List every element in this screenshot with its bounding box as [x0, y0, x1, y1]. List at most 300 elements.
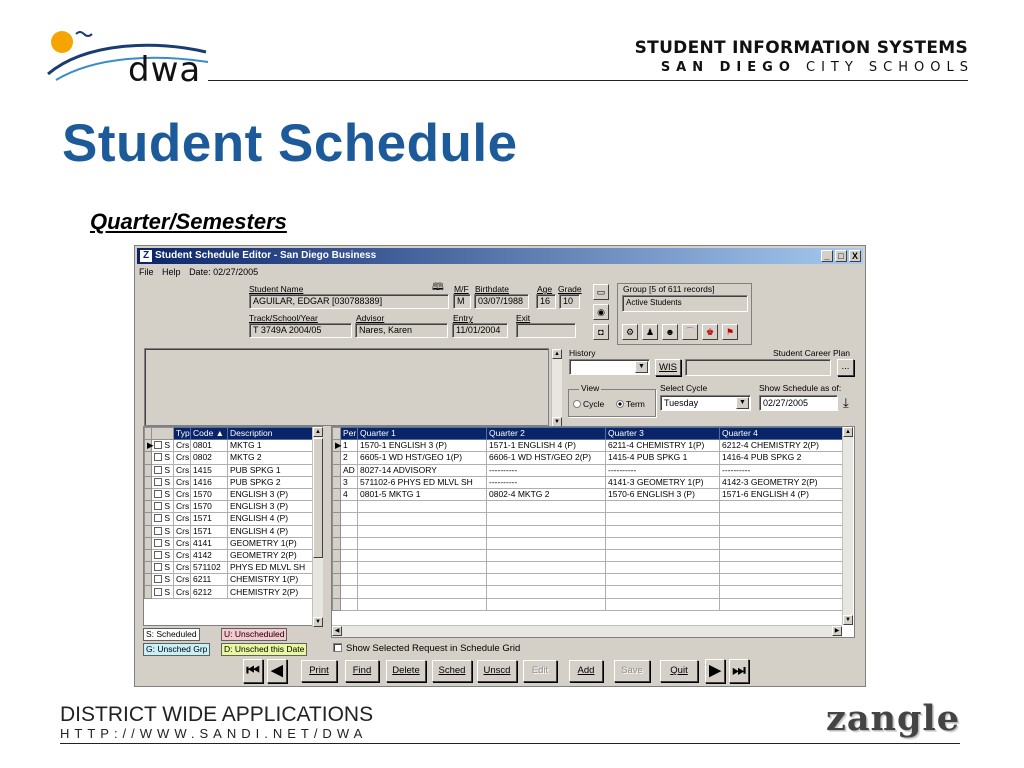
- schedule-row[interactable]: [333, 488, 843, 500]
- request-row[interactable]: [145, 574, 314, 586]
- schedule-cell[interactable]: [358, 586, 487, 598]
- schedule-cell[interactable]: [487, 501, 606, 513]
- schedule-header-row: [333, 428, 843, 440]
- request-desc: ENGLISH 3 (P): [228, 501, 314, 513]
- checkbox-icon[interactable]: [154, 502, 162, 510]
- history-label: History: [569, 348, 596, 358]
- row-marker: [145, 525, 152, 537]
- schedule-empty-row[interactable]: [333, 586, 843, 598]
- schedule-cell[interactable]: [606, 513, 720, 525]
- schedule-cell[interactable]: [606, 574, 720, 586]
- schedule-cell[interactable]: [487, 586, 606, 598]
- add-button[interactable]: [569, 660, 603, 682]
- request-code: 4142: [191, 549, 228, 561]
- group-label-text: Group: [623, 284, 647, 294]
- request-code: 1570: [191, 501, 228, 513]
- sched-button[interactable]: [432, 660, 472, 682]
- checkbox-icon[interactable]: [154, 551, 162, 559]
- delete-button[interactable]: [386, 660, 426, 682]
- track-field: T 3749A 2004/05: [249, 323, 352, 338]
- footer-dept: DISTRICT WIDE APPLICATIONS: [60, 703, 374, 726]
- request-status-cell[interactable]: [152, 501, 174, 513]
- request-desc: PUB SPKG 1: [228, 464, 314, 476]
- schedule-cell[interactable]: [720, 562, 843, 574]
- schedule-per: 3: [341, 476, 358, 488]
- view-term-label: Term: [626, 399, 645, 409]
- request-row[interactable]: [145, 452, 314, 464]
- schedule-empty-row[interactable]: [333, 562, 843, 574]
- request-typ: Crs: [174, 464, 191, 476]
- schedule-cell[interactable]: [606, 586, 720, 598]
- unscd-button[interactable]: [477, 660, 517, 682]
- app-icon: Z: [140, 250, 152, 262]
- schedule-q4[interactable]: 4142-3 GEOMETRY 2(P): [720, 476, 843, 488]
- schedule-empty-row[interactable]: [333, 549, 843, 561]
- legend-unsched-grp: G: Unsched Grp: [143, 643, 210, 656]
- grade-label: Grade: [558, 284, 582, 294]
- request-status: S: [164, 501, 171, 512]
- row-marker: [333, 562, 341, 574]
- schedule-cell[interactable]: [606, 549, 720, 561]
- select-cycle-value: Tuesday: [664, 398, 699, 408]
- prev-record-button[interactable]: ◀: [267, 659, 287, 683]
- next-record-button[interactable]: ▶: [705, 659, 725, 683]
- schedule-row[interactable]: [333, 476, 843, 488]
- schedule-cell[interactable]: [606, 537, 720, 549]
- schedule-q2[interactable]: ----------: [487, 464, 606, 476]
- footer-rule: [60, 743, 960, 744]
- request-typ: Crs: [174, 501, 191, 513]
- header-rule: [208, 80, 968, 81]
- scroll-right-icon[interactable]: ▶: [832, 626, 842, 636]
- find-label: Find: [352, 665, 372, 676]
- schedule-cell[interactable]: [358, 549, 487, 561]
- unscd-label: Unscd: [483, 665, 511, 676]
- request-desc: ENGLISH 3 (P): [228, 488, 314, 500]
- show-as-of-label: Show Schedule as of:: [759, 383, 842, 393]
- request-row[interactable]: [145, 562, 314, 574]
- requests-header-row: [145, 428, 314, 440]
- folder-icon[interactable]: ▭: [593, 284, 609, 300]
- request-status: S: [164, 574, 171, 585]
- show-as-of-field[interactable]: 02/27/2005: [759, 395, 838, 411]
- schedule-q3[interactable]: 6211-4 CHEMISTRY 1(P): [606, 440, 720, 452]
- request-status: S: [164, 452, 171, 463]
- view-term-radio[interactable]: [616, 399, 645, 409]
- schedule-q4[interactable]: 1416-4 PUB SPKG 2: [720, 452, 843, 464]
- schedule-header-q4[interactable]: Quarter 4: [720, 428, 843, 440]
- message-scrollbar[interactable]: [551, 349, 562, 427]
- schedule-q1[interactable]: 571102-6 PHYS ED MLVL SH: [358, 476, 487, 488]
- schedule-cell[interactable]: [358, 513, 487, 525]
- schedule-cell: [341, 525, 358, 537]
- exit-field: [516, 323, 576, 338]
- checkbox-icon[interactable]: [154, 575, 162, 583]
- request-status-cell[interactable]: [152, 525, 174, 537]
- schedule-per: 1: [341, 440, 358, 452]
- scroll-up-icon[interactable]: ▲: [552, 349, 562, 359]
- schedule-cell[interactable]: [606, 501, 720, 513]
- schedule-grid: [331, 426, 855, 638]
- schedule-q3[interactable]: 1570-6 ENGLISH 3 (P): [606, 488, 720, 500]
- schedule-header-q1[interactable]: Quarter 1: [358, 428, 487, 440]
- first-record-button[interactable]: ⏮: [243, 659, 263, 683]
- row-marker: [333, 452, 341, 464]
- print-label: Print: [309, 665, 329, 676]
- org-line2: [635, 60, 974, 75]
- chevron-down-icon[interactable]: ▼: [736, 397, 749, 409]
- schedule-per: 2: [341, 452, 358, 464]
- requests-scrollbar[interactable]: [312, 427, 323, 627]
- people-icon[interactable]: ☻: [662, 324, 678, 340]
- row-marker: [145, 476, 152, 488]
- request-desc: ENGLISH 4 (P): [228, 513, 314, 525]
- row-marker: [333, 513, 341, 525]
- menu-file[interactable]: File: [139, 267, 154, 277]
- request-row[interactable]: [145, 440, 314, 452]
- schedule-cell[interactable]: [720, 501, 843, 513]
- request-status-cell[interactable]: [152, 537, 174, 549]
- schedule-cell[interactable]: [358, 562, 487, 574]
- schedule-cell: [341, 537, 358, 549]
- alert-person-icon[interactable]: ♚: [702, 324, 718, 340]
- schedule-cell[interactable]: [606, 525, 720, 537]
- request-row[interactable]: [145, 525, 314, 537]
- request-status-cell[interactable]: [152, 586, 174, 598]
- grade-field: 10: [559, 294, 580, 309]
- footer-url[interactable]: HTTP://WWW.SANDI.NET/DWA: [60, 726, 368, 741]
- request-status: S: [164, 464, 171, 475]
- schedule-q1[interactable]: 8027-14 ADVISORY: [358, 464, 487, 476]
- schedule-table: [332, 427, 843, 611]
- schedule-q2[interactable]: ----------: [487, 476, 606, 488]
- row-marker: [333, 549, 341, 561]
- find-button[interactable]: [345, 660, 379, 682]
- request-status: S: [164, 562, 171, 573]
- request-row[interactable]: [145, 586, 314, 598]
- schedule-cell: [341, 598, 358, 610]
- request-status: S: [164, 440, 171, 451]
- flag-icon[interactable]: ⚑: [722, 324, 738, 340]
- schedule-header-marker: [333, 428, 341, 440]
- request-status-cell[interactable]: [152, 549, 174, 561]
- career-plan-button[interactable]: ...: [837, 359, 854, 376]
- schedule-empty-row[interactable]: [333, 513, 843, 525]
- schedule-cell[interactable]: [358, 598, 487, 610]
- checkbox-icon[interactable]: [154, 490, 162, 498]
- schedule-row[interactable]: [333, 440, 843, 452]
- schedule-editor-window: [134, 245, 866, 687]
- request-row[interactable]: [145, 464, 314, 476]
- request-status-cell[interactable]: [152, 476, 174, 488]
- sched-label: Sched: [438, 665, 466, 676]
- mf-field: M: [453, 294, 471, 309]
- birthdate-field: 03/07/1988: [474, 294, 529, 309]
- request-typ: Crs: [174, 549, 191, 561]
- student-name-label: Student Name: [249, 284, 304, 294]
- save-button[interactable]: [614, 660, 650, 682]
- request-typ: Crs: [174, 452, 191, 464]
- checkbox-icon[interactable]: [154, 466, 162, 474]
- row-marker: [333, 586, 341, 598]
- legend-unscheduled: U: Unscheduled: [221, 628, 287, 641]
- checkbox-icon[interactable]: [154, 527, 162, 535]
- requests-header-typ[interactable]: Typ: [174, 428, 191, 440]
- scroll-down-icon[interactable]: ▼: [843, 615, 853, 625]
- download-arrow-icon[interactable]: ⤓: [843, 395, 849, 410]
- row-marker: [333, 525, 341, 537]
- cycle-radio-icon[interactable]: [573, 400, 581, 408]
- schedule-cell: [341, 501, 358, 513]
- maximize-button[interactable]: □: [835, 250, 847, 262]
- group-label: [623, 284, 715, 294]
- chevron-down-icon[interactable]: ▼: [635, 361, 648, 373]
- edit-button[interactable]: [523, 660, 557, 682]
- schedule-q3[interactable]: 4141-3 GEOMETRY 1(P): [606, 476, 720, 488]
- schedule-q2[interactable]: 6606-1 WD HST/GEO 2(P): [487, 452, 606, 464]
- schedule-empty-row[interactable]: [333, 598, 843, 610]
- schedule-per: AD: [341, 464, 358, 476]
- requests-scroll-thumb[interactable]: [313, 438, 323, 558]
- select-cycle-dropdown[interactable]: [660, 395, 751, 411]
- request-row[interactable]: [145, 501, 314, 513]
- checkbox-icon[interactable]: [154, 539, 162, 547]
- show-selected-checkbox[interactable]: [333, 643, 520, 655]
- request-code: 1571: [191, 525, 228, 537]
- career-plan-label: Student Career Plan: [773, 348, 851, 358]
- schedule-cell[interactable]: [606, 562, 720, 574]
- request-desc: GEOMETRY 2(P): [228, 549, 314, 561]
- request-typ: Crs: [174, 513, 191, 525]
- checkbox-icon[interactable]: [154, 588, 162, 596]
- schedule-cell[interactable]: [487, 525, 606, 537]
- request-code: 1570: [191, 488, 228, 500]
- requests-header-marker: [145, 428, 152, 440]
- checkbox-icon[interactable]: [154, 563, 162, 571]
- checkbox-icon[interactable]: [154, 441, 162, 449]
- schedule-cell[interactable]: [720, 574, 843, 586]
- checkbox-icon[interactable]: [154, 453, 162, 461]
- schedule-q3[interactable]: ----------: [606, 464, 720, 476]
- history-dropdown[interactable]: [569, 359, 650, 375]
- request-status: S: [164, 549, 171, 560]
- view-cycle-radio[interactable]: [573, 399, 604, 409]
- schedule-cell[interactable]: [487, 549, 606, 561]
- track-label: Track/School/Year: [249, 313, 318, 323]
- schedule-cell[interactable]: [720, 586, 843, 598]
- schedule-row[interactable]: [333, 452, 843, 464]
- request-status-cell[interactable]: [152, 562, 174, 574]
- request-status-cell[interactable]: [152, 574, 174, 586]
- schedule-cell[interactable]: [358, 537, 487, 549]
- schedule-q1[interactable]: 6605-1 WD HST/GEO 1(P): [358, 452, 487, 464]
- camera-icon[interactable]: ◘: [593, 324, 609, 340]
- close-button[interactable]: X: [849, 250, 861, 262]
- schedule-empty-row[interactable]: [333, 525, 843, 537]
- request-row[interactable]: [145, 537, 314, 549]
- request-row[interactable]: [145, 476, 314, 488]
- row-marker: [145, 586, 152, 598]
- schedule-empty-row[interactable]: [333, 537, 843, 549]
- schedule-q4[interactable]: 1571-6 ENGLISH 4 (P): [720, 488, 843, 500]
- scroll-up-icon[interactable]: ▲: [313, 427, 323, 437]
- request-status: S: [164, 537, 171, 548]
- schedule-q3[interactable]: 1415-4 PUB SPKG 1: [606, 452, 720, 464]
- checkbox-icon[interactable]: [333, 643, 342, 652]
- request-status: S: [164, 489, 171, 500]
- logo-text: dwa: [128, 50, 202, 90]
- request-code: 6211: [191, 574, 228, 586]
- row-marker: ▶: [145, 440, 152, 452]
- schedule-cell: [341, 513, 358, 525]
- select-cycle-label: Select Cycle: [660, 383, 708, 393]
- row-marker: [145, 537, 152, 549]
- schedule-cell[interactable]: [720, 598, 843, 610]
- minimize-button[interactable]: _: [821, 250, 833, 262]
- schedule-row[interactable]: [333, 464, 843, 476]
- schedule-cell[interactable]: [720, 513, 843, 525]
- request-status: S: [164, 586, 171, 597]
- request-desc: MKTG 2: [228, 452, 314, 464]
- request-status: S: [164, 513, 171, 524]
- print-button[interactable]: [301, 660, 337, 682]
- age-label: Age: [537, 284, 553, 294]
- checkbox-icon[interactable]: [154, 514, 162, 522]
- tools-icon[interactable]: ⚙: [622, 324, 638, 340]
- request-status-cell[interactable]: [152, 440, 174, 452]
- schedule-q4[interactable]: 6212-4 CHEMISTRY 2(P): [720, 440, 843, 452]
- schedule-cell[interactable]: [487, 537, 606, 549]
- requests-header-desc[interactable]: Description: [228, 428, 314, 440]
- schedule-empty-row[interactable]: [333, 501, 843, 513]
- request-typ: Crs: [174, 537, 191, 549]
- requests-header-code[interactable]: Code ▲: [191, 428, 228, 440]
- add-label: Add: [577, 665, 595, 676]
- last-record-button[interactable]: ⏭: [729, 659, 749, 683]
- message-panel: [144, 348, 549, 426]
- request-status-cell[interactable]: [152, 513, 174, 525]
- schedule-q4[interactable]: ----------: [720, 464, 843, 476]
- row-marker: [333, 488, 341, 500]
- quit-button[interactable]: [660, 660, 698, 682]
- schedule-body: [333, 440, 843, 611]
- menu-date: Date: 02/27/2005: [189, 267, 259, 277]
- request-code: 0802: [191, 452, 228, 464]
- schedule-cell[interactable]: [720, 525, 843, 537]
- mf-label: M/F: [454, 284, 469, 294]
- edit-label: Edit: [531, 665, 549, 676]
- schedule-cell[interactable]: [358, 525, 487, 537]
- save-label: Save: [621, 665, 643, 676]
- quit-label: Quit: [670, 665, 688, 676]
- request-desc: MKTG 1: [228, 440, 314, 452]
- request-status: S: [164, 476, 171, 487]
- lookup-icon[interactable]: ◉: [593, 304, 609, 320]
- birthdate-label: Birthdate: [475, 284, 510, 294]
- request-typ: Crs: [174, 488, 191, 500]
- schedule-vscrollbar[interactable]: [842, 427, 853, 625]
- request-status-cell[interactable]: [152, 464, 174, 476]
- schedule-cell[interactable]: [358, 501, 487, 513]
- schedule-header-q2[interactable]: Quarter 2: [487, 428, 606, 440]
- view-label: View: [581, 383, 600, 393]
- show-selected-label: Show Selected Request in Schedule Grid: [346, 643, 521, 654]
- schedule-q2[interactable]: 0802-4 MKTG 2: [487, 488, 606, 500]
- career-plan-field: [685, 359, 831, 376]
- scroll-down-icon[interactable]: ▼: [313, 617, 323, 627]
- org-line2-rest: CITY SCHOOLS: [795, 60, 974, 75]
- request-code: 0801: [191, 440, 228, 452]
- scroll-down-icon[interactable]: ▼: [552, 417, 562, 427]
- schedule-header-q3[interactable]: Quarter 3: [606, 428, 720, 440]
- schedule-hscrollbar[interactable]: [332, 625, 842, 637]
- wis-button[interactable]: WIS: [655, 359, 681, 376]
- window-titlebar[interactable]: [137, 248, 863, 264]
- dwa-logo: [46, 22, 216, 90]
- request-desc: PHYS ED MLVL SH: [228, 562, 314, 574]
- schedule-cell[interactable]: [487, 574, 606, 586]
- schedule-q1[interactable]: 0801-5 MKTG 1: [358, 488, 487, 500]
- request-row[interactable]: [145, 513, 314, 525]
- row-marker: [333, 598, 341, 610]
- schedule-cell[interactable]: [358, 574, 487, 586]
- request-status-cell[interactable]: [152, 452, 174, 464]
- requests-body: [145, 440, 314, 598]
- schedule-cell[interactable]: [487, 562, 606, 574]
- legend-unsched-date: D: Unsched this Date: [221, 643, 307, 656]
- row-marker: [145, 549, 152, 561]
- schedule-empty-row[interactable]: [333, 574, 843, 586]
- schedule-cell[interactable]: [720, 549, 843, 561]
- schedule-cell[interactable]: [487, 513, 606, 525]
- schedule-cell[interactable]: [606, 598, 720, 610]
- group-records: [5 of 611 records]: [649, 284, 715, 294]
- zangle-logo: zangle: [825, 698, 960, 739]
- row-marker: [333, 464, 341, 476]
- menu-help[interactable]: Help: [162, 267, 181, 277]
- row-marker: [145, 488, 152, 500]
- scroll-up-icon[interactable]: ▲: [843, 427, 853, 437]
- schedule-q2[interactable]: 1571-1 ENGLISH 4 (P): [487, 440, 606, 452]
- org-line2-bold: SAN DIEGO: [660, 60, 796, 75]
- row-marker: [145, 513, 152, 525]
- row-marker: [145, 452, 152, 464]
- request-code: 1415: [191, 464, 228, 476]
- requests-table: [144, 427, 314, 599]
- delete-label: Delete: [392, 665, 420, 676]
- entry-field: 11/01/2004: [452, 323, 508, 338]
- schedule-cell[interactable]: [720, 537, 843, 549]
- schedule-cell[interactable]: [487, 598, 606, 610]
- scroll-left-icon[interactable]: ◀: [332, 626, 342, 636]
- schedule-header-per[interactable]: Per: [341, 428, 358, 440]
- schedule-cell: [341, 574, 358, 586]
- request-row[interactable]: [145, 488, 314, 500]
- advisor-label: Advisor: [356, 313, 385, 323]
- person-icon[interactable]: ♟: [642, 324, 658, 340]
- request-desc: ENGLISH 4 (P): [228, 525, 314, 537]
- request-status-cell[interactable]: [152, 488, 174, 500]
- schedule-q1[interactable]: 1570-1 ENGLISH 3 (P): [358, 440, 487, 452]
- term-radio-icon[interactable]: [616, 400, 624, 408]
- row-marker: [333, 476, 341, 488]
- request-row[interactable]: [145, 549, 314, 561]
- schedule-cell: [341, 549, 358, 561]
- rainbow-icon[interactable]: ⌒: [682, 324, 698, 340]
- schedule-cell: [341, 562, 358, 574]
- book-icon[interactable]: 🕮: [432, 282, 444, 293]
- checkbox-icon[interactable]: [154, 478, 162, 486]
